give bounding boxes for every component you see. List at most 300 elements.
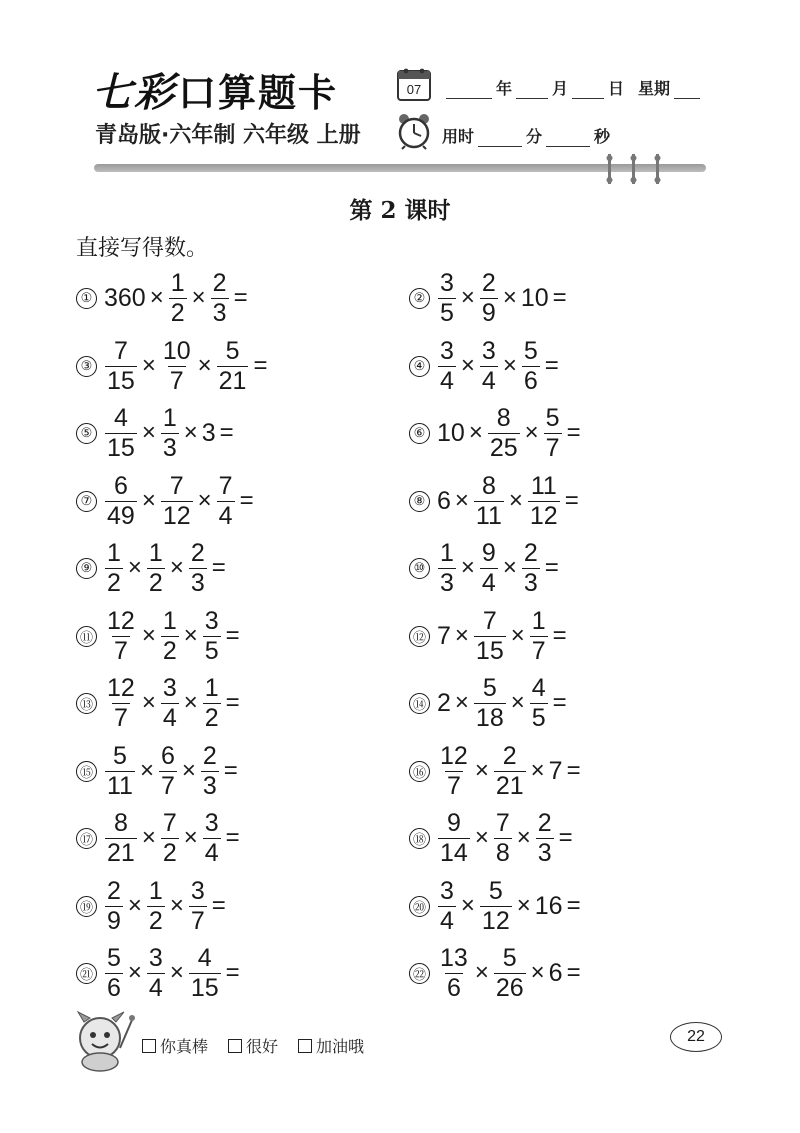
fraction [161,336,193,395]
fraction [217,471,235,530]
rating-checkbox[interactable] [142,1039,156,1053]
fraction-numerator: 3 [162,673,177,702]
multiply-sign: × [141,487,156,514]
fraction-denominator: 9 [481,298,496,327]
multiply-sign: × [127,554,142,581]
weekday-label: 星期 [638,79,671,98]
year-label: 年 [496,79,513,98]
edition-label: 青岛版·六年制 六年级 上册 [95,123,361,148]
multiply-sign: × [460,284,475,311]
fraction-denominator: 49 [107,501,135,530]
problem-item [409,538,562,598]
equals-sign: = [239,487,254,514]
fraction-numerator: 2 [502,741,517,770]
fraction-numerator: 2 [481,268,496,297]
multiply-sign: × [141,622,156,649]
problem-item [76,808,243,868]
fraction-numerator: 8 [113,808,128,837]
fraction [189,943,221,1002]
fraction-denominator: 18 [475,703,504,732]
multiply-sign: × [139,757,154,784]
fraction [147,538,165,597]
problem-item [409,336,562,396]
problem-item [76,876,229,936]
problem-number: ⑨ [76,558,97,579]
multiply-sign: × [149,284,164,311]
fraction-denominator: 7 [160,771,175,800]
problem-item [76,673,243,733]
fraction-numerator: 8 [481,471,496,500]
problem-number: ㉒ [409,963,430,984]
fraction-denominator: 2 [162,636,177,665]
fraction-numerator: 7 [169,471,184,500]
whole-number: 16 [534,891,563,920]
fraction [105,876,123,935]
fraction-denominator: 7 [545,433,560,462]
fraction-denominator: 11 [475,501,502,530]
fraction-numerator: 12 [107,606,135,635]
fraction-denominator: 2 [148,906,163,935]
fraction [494,943,526,1002]
fraction-denominator: 4 [481,568,496,597]
fraction-denominator: 3 [202,771,217,800]
fraction [474,606,506,665]
problem-item [409,741,584,801]
multiply-sign: × [516,892,531,919]
brand-script: 七彩 [92,68,176,116]
fraction [105,538,123,597]
fraction-denominator: 9 [107,906,121,935]
seconds-blank[interactable] [546,130,590,147]
fraction [544,403,562,462]
equals-sign: = [233,284,248,311]
fraction [438,336,456,395]
equals-sign: = [552,284,567,311]
fraction-numerator: 3 [204,606,219,635]
fraction-numerator: 3 [440,268,454,297]
multiply-sign: × [197,352,212,379]
fraction [480,336,498,395]
day-label: 日 [608,79,625,98]
fraction-numerator: 1 [162,606,177,635]
problem-item [76,471,257,531]
year-blank[interactable] [446,82,492,99]
fraction [480,876,512,935]
binder-pegs-icon [598,154,670,184]
fraction-denominator: 4 [440,366,454,395]
fraction-numerator: 5 [482,673,497,702]
fraction-numerator: 3 [440,336,454,365]
fraction-denominator: 7 [531,636,546,665]
fraction [169,268,187,327]
fraction [211,268,229,327]
problem-item [409,403,584,463]
rating-option[interactable] [228,1034,278,1057]
page-header [0,0,800,190]
whole-number: 7 [548,756,563,785]
multiply-sign: × [191,284,206,311]
fraction [488,403,520,462]
fraction-denominator: 4 [481,366,496,395]
fraction-denominator: 5 [531,703,546,732]
equals-sign: = [544,352,559,379]
equals-sign: = [211,554,226,581]
multiply-sign: × [141,419,156,446]
fraction-numerator: 5 [523,336,538,365]
multiply-sign: × [460,554,475,581]
fraction [161,403,179,462]
multiply-sign: × [468,419,483,446]
problem-number: ① [76,288,97,309]
equals-sign: = [558,824,573,851]
whole-number: 6 [437,486,451,515]
lesson-title: 第 2 课时 [349,197,451,224]
problem-number: ③ [76,356,97,377]
fraction-numerator: 2 [190,538,205,567]
fraction-numerator: 12 [107,673,135,702]
multiply-sign: × [502,284,517,311]
fraction-denominator: 2 [162,838,177,867]
day-blank[interactable] [572,82,604,99]
multiply-sign: × [502,554,517,581]
alarm-clock-icon [396,112,432,150]
problem-item [409,268,570,328]
fraction [147,876,165,935]
fraction [438,808,470,867]
rating-label: 加油哦 [316,1037,365,1056]
fraction-denominator: 2 [107,568,121,597]
whole-number: 10 [437,418,465,447]
minutes-label: 分 [526,127,543,146]
problem-number: ⑳ [409,896,430,917]
problem-number: ⑧ [409,491,430,512]
fraction-denominator: 11 [107,771,133,800]
problem-number: ② [409,288,430,309]
fraction [494,741,526,800]
multiply-sign: × [183,824,198,851]
fraction [536,808,554,867]
fraction-denominator: 6 [107,973,121,1002]
equals-sign: = [544,554,559,581]
fraction [530,673,548,732]
equals-sign: = [566,892,581,919]
fraction-numerator: 1 [204,673,219,702]
self-rating-options [142,1034,384,1057]
fraction-numerator: 10 [162,336,191,365]
fraction [105,808,137,867]
fraction [201,741,219,800]
fraction-numerator: 3 [440,876,454,905]
rating-option[interactable] [142,1034,208,1057]
fraction-numerator: 7 [162,808,177,837]
fraction-denominator: 3 [523,568,538,597]
fraction-denominator: 12 [162,501,191,530]
multiply-sign: × [169,959,184,986]
fraction [159,741,177,800]
problem-number: ㉑ [76,963,97,984]
fraction-numerator: 3 [481,336,496,365]
problem-number: ⑫ [409,626,430,647]
seconds-label: 秒 [594,127,611,146]
problem-item [409,943,584,1003]
fraction [217,336,249,395]
problem-number: ⑭ [409,693,430,714]
equals-sign: = [225,622,240,649]
fraction-numerator: 11 [530,471,557,500]
fraction [438,876,456,935]
time-fill-line [442,124,610,147]
fraction-denominator: 15 [107,366,135,395]
fraction-denominator: 6 [523,366,538,395]
multiply-sign: × [530,757,545,784]
cartoon-mascot-icon [70,1008,136,1074]
fraction-numerator: 1 [148,538,163,567]
multiply-sign: × [502,352,517,379]
fraction-numerator: 8 [496,403,511,432]
multiply-sign: × [508,487,523,514]
problem-number: ④ [409,356,430,377]
fraction-numerator: 3 [204,808,219,837]
brand-title: 口算题卡 [178,70,339,115]
fraction-denominator: 3 [162,433,177,462]
fraction-numerator: 6 [160,741,175,770]
fraction-numerator: 4 [113,403,128,432]
fraction [105,606,137,665]
whole-number: 2 [437,688,451,717]
fraction-numerator: 2 [523,538,538,567]
fraction [161,808,179,867]
fraction-numerator: 2 [202,741,217,770]
problem-number: ⑪ [76,626,97,647]
fraction-denominator: 14 [440,838,468,867]
fraction-denominator: 7 [446,771,461,800]
equals-sign: = [564,487,579,514]
fraction-numerator: 1 [170,268,185,297]
fraction-denominator: 21 [495,771,524,800]
multiply-sign: × [516,824,531,851]
multiply-sign: × [183,622,198,649]
equals-sign: = [253,352,268,379]
rating-checkbox[interactable] [228,1039,242,1053]
multiply-sign: × [454,689,469,716]
fraction-numerator: 7 [482,606,497,635]
fraction-denominator: 7 [190,906,205,935]
fraction-numerator: 5 [545,403,560,432]
fraction-denominator: 12 [529,501,558,530]
fraction [189,876,207,935]
fraction [480,268,498,327]
fraction-numerator: 1 [440,538,454,567]
fraction-denominator: 5 [440,298,454,327]
fraction-denominator: 2 [170,298,185,327]
problem-item [76,606,243,666]
problem-item [76,538,229,598]
fraction-denominator: 12 [481,906,510,935]
fraction [105,673,137,732]
fraction [161,673,179,732]
multiply-sign: × [524,419,539,446]
fraction [105,403,137,462]
multiply-sign: × [127,892,142,919]
fraction [105,336,137,395]
fraction-denominator: 7 [113,703,128,732]
rating-label: 你真棒 [160,1037,209,1056]
brand-logo [92,64,338,114]
instruction-text: 直接写得数。 [76,236,209,261]
multiply-sign: × [460,892,475,919]
fraction-denominator: 3 [212,298,227,327]
fraction-numerator: 4 [197,943,212,972]
multiply-sign: × [474,824,489,851]
time-label: 用时 [442,127,475,146]
fraction-denominator: 21 [218,366,247,395]
fraction [474,471,504,530]
whole-number: 3 [201,418,216,447]
problem-number: ⑲ [76,896,97,917]
equals-sign: = [552,689,567,716]
multiply-sign: × [181,757,196,784]
multiply-sign: × [169,554,184,581]
fraction-denominator: 4 [148,973,163,1002]
calendar-day: 07 [406,82,422,97]
fraction-numerator: 5 [225,336,240,365]
fraction [161,471,193,530]
equals-sign: = [225,959,240,986]
problem-number: ⑬ [76,693,97,714]
whole-number: 7 [437,621,451,650]
fraction-numerator: 5 [502,943,517,972]
fraction-denominator: 4 [218,501,233,530]
fraction [438,268,456,327]
fraction [203,808,221,867]
fraction [438,741,470,800]
multiply-sign: × [141,689,156,716]
equals-sign: = [219,419,234,446]
equals-sign: = [566,959,581,986]
problem-item [409,673,570,733]
fraction-denominator: 3 [440,568,454,597]
fraction-numerator: 3 [148,943,163,972]
problem-item [76,336,270,396]
fraction-denominator: 2 [204,703,219,732]
rating-checkbox[interactable] [298,1039,312,1053]
calendar-icon [396,66,432,102]
fraction [480,538,498,597]
fraction [105,943,123,1002]
fraction-numerator: 4 [531,673,546,702]
fraction-denominator: 26 [495,973,524,1002]
fraction [147,943,165,1002]
problem-item [409,876,584,936]
fraction-numerator: 7 [113,336,128,365]
fraction [522,336,540,395]
page-number: 22 [670,1022,722,1052]
fraction-denominator: 21 [107,838,135,867]
problem-number: ⑩ [409,558,430,579]
rating-label: 很好 [246,1037,279,1056]
fraction-numerator: 7 [495,808,510,837]
fraction [203,606,221,665]
multiply-sign: × [454,622,469,649]
equals-sign: = [566,419,581,446]
fraction-numerator: 1 [148,876,163,905]
fraction-denominator: 25 [489,433,518,462]
fraction-numerator: 9 [446,808,461,837]
fraction-numerator: 3 [190,876,205,905]
fraction-numerator: 13 [440,943,468,972]
multiply-sign: × [454,487,469,514]
equals-sign: = [225,689,240,716]
fraction [474,673,506,732]
minutes-blank[interactable] [478,130,522,147]
fraction-denominator: 4 [204,838,219,867]
month-blank[interactable] [516,82,548,99]
fraction [438,538,456,597]
multiply-sign: × [183,419,198,446]
fraction-numerator: 9 [481,538,496,567]
fraction-denominator: 4 [162,703,177,732]
equals-sign: = [223,757,238,784]
weekday-blank[interactable] [674,82,700,99]
date-fill-line [442,76,704,99]
fraction-numerator: 1 [107,538,121,567]
fraction-denominator: 15 [107,433,135,462]
fraction-numerator: 2 [107,876,121,905]
fraction-denominator: 15 [475,636,504,665]
fraction [494,808,512,867]
problem-number: ⑥ [409,423,430,444]
fraction-numerator: 5 [107,943,121,972]
multiply-sign: × [530,959,545,986]
multiply-sign: × [510,689,525,716]
fraction-denominator: 2 [148,568,163,597]
multiply-sign: × [169,892,184,919]
problem-number: ⑦ [76,491,97,512]
problem-item [76,741,241,801]
fraction [203,673,221,732]
fraction-numerator: 1 [162,403,177,432]
fraction-numerator: 2 [537,808,552,837]
equals-sign: = [566,757,581,784]
fraction-denominator: 8 [495,838,510,867]
whole-number: 360 [104,283,146,312]
fraction [105,471,137,530]
fraction-numerator: 5 [113,741,127,770]
problem-item [76,268,251,328]
problem-item [409,808,576,868]
multiply-sign: × [474,757,489,784]
problem-item [409,606,570,666]
fraction-denominator: 4 [440,906,454,935]
problem-number: ⑯ [409,761,430,782]
problem-number: ⑮ [76,761,97,782]
fraction-denominator: 3 [190,568,205,597]
multiply-sign: × [127,959,142,986]
equals-sign: = [552,622,567,649]
equals-sign: = [211,892,226,919]
fraction-denominator: 7 [169,366,184,395]
fraction [522,538,540,597]
fraction-numerator: 6 [113,471,128,500]
fraction-numerator: 5 [488,876,503,905]
problem-item [76,403,237,463]
fraction [105,741,135,800]
fraction-numerator: 12 [440,741,468,770]
rating-option[interactable] [298,1034,364,1057]
fraction [161,606,179,665]
fraction-denominator: 5 [204,636,219,665]
problem-number: ⑤ [76,423,97,444]
